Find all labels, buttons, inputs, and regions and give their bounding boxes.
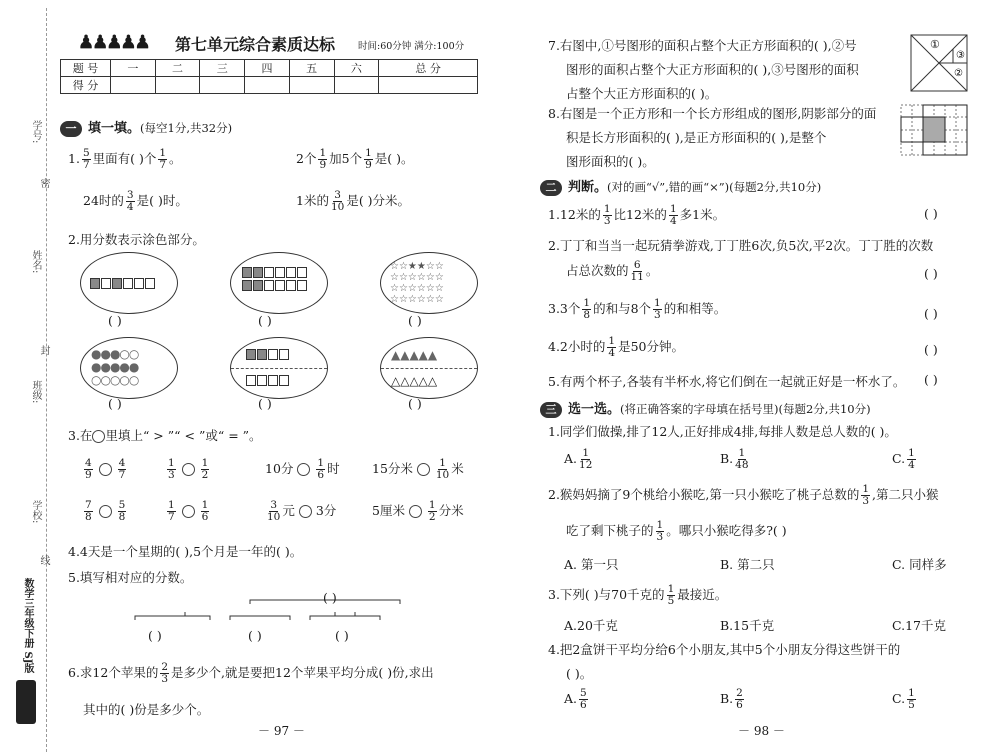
c4-option-c[interactable]: C. $\frac{1}{5}$ [892,687,915,712]
c2-option-b[interactable]: B. 第二只 [720,557,775,572]
compare-circle[interactable] [182,505,195,518]
seal-mark-2: 封 [38,345,49,355]
answer-blank[interactable]: ( ) [323,590,337,605]
svg-text:②: ② [954,68,963,79]
rectangle-square-diagram [900,104,970,158]
q1d: 1米的 $\frac{3}{10}$ 是( )分米。 [296,189,411,214]
answer-blank[interactable]: ( ) [408,313,422,328]
j2-line2: 占总次数的 $\frac{6}{11}$ 。 [566,259,659,284]
class-label: 班级: [30,380,41,404]
c3-option-b[interactable]: B.15千克 [720,618,775,633]
q3-row1-b: $\frac{1}{3}$ $\frac{1}{2}$ [168,457,209,482]
j4: 4.2小时的 $\frac{1}{4}$ 是50分钟。 [548,335,684,360]
judge-blank[interactable]: ( ) [924,306,938,321]
j1: 1.12米的 $\frac{1}{3}$ 比12米的 $\frac{1}{4}$ 多1米。 [548,203,726,228]
header-figures-icon: ♟♟♟♟♟ [78,32,149,53]
score-header: 六 [334,60,379,77]
score-header: 三 [200,60,245,77]
school-label: 学校: [30,500,41,524]
answer-blank[interactable]: ( ) [108,396,122,411]
q3-row1-c: 10分 $\frac{1}{6}$ 时 [265,457,340,482]
shape-oval-triangles: ▲▲▲▲▲ △△△△△ [380,337,478,399]
answer-blank[interactable]: ( ) [108,313,122,328]
binding-dashed-line [46,8,47,752]
q7-line1: 7.右图中,①号图形的面积占整个大正方形面积的( ),②号 [548,38,857,53]
q8-line3: 图形面积的( )。 [566,154,655,169]
score-cell[interactable] [334,77,379,94]
svg-text:③: ③ [956,50,965,61]
compare-circle[interactable] [182,463,195,476]
page-number: － 98 － [738,724,785,738]
c3-option-a[interactable]: A.20千克 [564,618,618,633]
shape-oval-cubes [230,337,328,399]
q7-line2: 图形的面积占整个大正方形面积的( ),③号图形的面积 [566,62,859,77]
answer-blank[interactable]: ( ) [258,313,272,328]
c2-line1: 2.猴妈妈摘了9个桃给小猴吃,第一只小猴吃了桃子总数的 $\frac{1}{3}$ ,第二只小猴 [548,483,939,508]
q7-line3: 占整个大正方形面积的( )。 [566,86,718,101]
shape-oval-stars: ☆☆★★☆☆ ☆☆☆☆☆☆ ☆☆☆☆☆☆ ☆☆☆☆☆☆ [380,252,478,314]
score-cell[interactable] [111,77,156,94]
c1-option-c[interactable]: C. $\frac{1}{4}$ [892,447,915,472]
answer-blank[interactable]: ( ) [408,396,422,411]
answer-blank[interactable]: ( ) [248,628,262,643]
answer-blank[interactable]: ( ) [148,628,162,643]
score-cell[interactable] [245,77,290,94]
seal-mark-3: 线 [38,555,49,565]
section-note: (每空1分,共32分) [140,121,233,135]
name-label: 姓名: [30,250,41,274]
page-title: 第七单元综合素质达标 [175,35,336,54]
c2-line2: 吃了剩下桃子的 $\frac{1}{3}$ 。哪只小猴吃得多?( ) [566,519,787,544]
section-1-heading [60,117,232,137]
c1-text: 1.同学们做操,排了12人,正好排成4排,每排人数是总人数的( )。 [548,424,897,439]
student-id-label: 学号: [30,120,41,144]
j5: 5.有两个杯子,各装有半杯水,将它们倒在一起就正好是一杯水了。 [548,374,906,389]
score-row-label: 得 分 [61,77,111,94]
answer-blank[interactable]: ( ) [258,396,272,411]
exam-meta: 时间:60分钟 满分:100分 [358,41,465,52]
q3-row1-d: 15分米 $\frac{1}{10}$ 米 [372,457,464,482]
score-header: 四 [245,60,290,77]
q4-text: 4.4天是一个星期的( ),5个月是一年的( )。 [68,544,303,559]
q5-text: 5.填写相对应的分数。 [68,570,193,585]
compare-circle[interactable] [297,463,310,476]
c1-option-a[interactable]: A. $\frac{1}{12}$ [564,447,593,472]
score-header: 总 分 [379,60,478,77]
judge-blank[interactable]: ( ) [924,206,938,221]
q3-text: 3.在 里填上“ > ”“ < ”或“ = ”。 [68,428,262,443]
judge-blank[interactable]: ( ) [924,342,938,357]
c3-text: 3.下列( )与70千克的 $\frac{1}{5}$ 最接近。 [548,583,728,608]
section-badge: 一 [60,121,82,137]
compare-circle-icon [92,430,105,443]
compare-circle[interactable] [409,505,422,518]
q6-text: 6.求12个苹果的 $\frac{2}{3}$ 是多少个,就是要把12个苹果平均分成( )份,求出 [68,661,434,686]
score-header: 二 [155,60,200,77]
q1b: 2个 $\frac{1}{9}$ 加5个 $\frac{1}{9}$ 是( )。 [296,147,414,172]
answer-blank[interactable]: ( ) [335,628,349,643]
score-header: 题 号 [61,60,111,77]
score-cell[interactable] [200,77,245,94]
q1a: 1. $\frac{5}{7}$ 里面有( )个 $\frac{1}{7}$ 。 [68,147,182,172]
q3-row2-d: 5厘米 $\frac{1}{2}$ 分米 [372,499,464,524]
q3-row2-c: $\frac{3}{10}$ 元 3分 [267,499,337,524]
q6-line2: 其中的( )份是多少个。 [83,702,210,717]
c2-option-c[interactable]: C. 同样多 [892,557,947,572]
c1-option-b[interactable]: B. $\frac{1}{48}$ [720,447,749,472]
seal-mark: 密 [38,178,49,188]
c4-option-a[interactable]: A. $\frac{5}{6}$ [564,687,587,712]
section-title: 填一填。 [88,121,141,136]
judge-blank[interactable]: ( ) [924,266,938,281]
q3-row2-a: $\frac{7}{8}$ $\frac{5}{8}$ [85,499,126,524]
section-2-heading: 二 判断。(对的画“√”,错的画“×”)(每题2分,共10分) [540,176,821,196]
c4-line1: 4.把2盒饼干平均分给6个小朋友,其中5个小朋友分得这些饼干的 [548,642,901,657]
score-table [60,59,478,94]
judge-blank[interactable]: ( ) [924,372,938,387]
j2-line1: 2.丁丁和当当一起玩猜拳游戏,丁丁胜6次,负5次,平2次。丁丁胜的次数 [548,238,934,253]
c4-line2: ( )。 [566,666,593,681]
svg-text:①: ① [930,38,940,51]
c4-option-b[interactable]: B. $\frac{2}{6}$ [720,687,743,712]
q8-line1: 8.右图是一个正方形和一个长方形组成的图形,阴影部分的面 [548,106,877,121]
q1c: 24时的 $\frac{3}{4}$ 是( )时。 [83,189,188,214]
book-label: 数学三年级下册 SJ版 [22,578,33,674]
score-header: 五 [289,60,334,77]
score-cell[interactable] [289,77,334,94]
q3-row2-b: $\frac{1}{7}$ $\frac{1}{6}$ [168,499,209,524]
q8-line2: 积是长方形面积的( ),是正方形面积的( ),是整个 [566,130,827,145]
q3-row1-a: $\frac{4}{9}$ $\frac{4}{7}$ [85,457,126,482]
page-number: － 97 － [258,724,305,738]
publisher-logo [16,680,36,724]
c3-option-c[interactable]: C.17千克 [892,618,946,633]
section-3-heading: 三 选一选。(将正确答案的字母填在括号里)(每题2分,共10分) [540,398,871,418]
c2-option-a[interactable]: A. 第一只 [564,557,619,572]
shape-oval-squares [80,252,178,314]
shape-oval-grid [230,252,328,314]
j3: 3.3个 $\frac{1}{8}$ 的和与8个 $\frac{1}{3}$ 的和相等。 [548,297,727,322]
compare-circle[interactable] [417,463,430,476]
q2-text: 2.用分数表示涂色部分。 [68,232,205,247]
compare-circle[interactable] [99,505,112,518]
square-diagram [910,34,968,92]
score-cell[interactable] [379,77,478,94]
compare-circle[interactable] [99,463,112,476]
compare-circle[interactable] [299,505,312,518]
fraction-segment-diagram [130,590,430,630]
score-header: 一 [111,60,156,77]
score-cell[interactable] [155,77,200,94]
shape-oval-dots: ●●●○○ ●●●●● ○○○○○ [80,337,178,399]
